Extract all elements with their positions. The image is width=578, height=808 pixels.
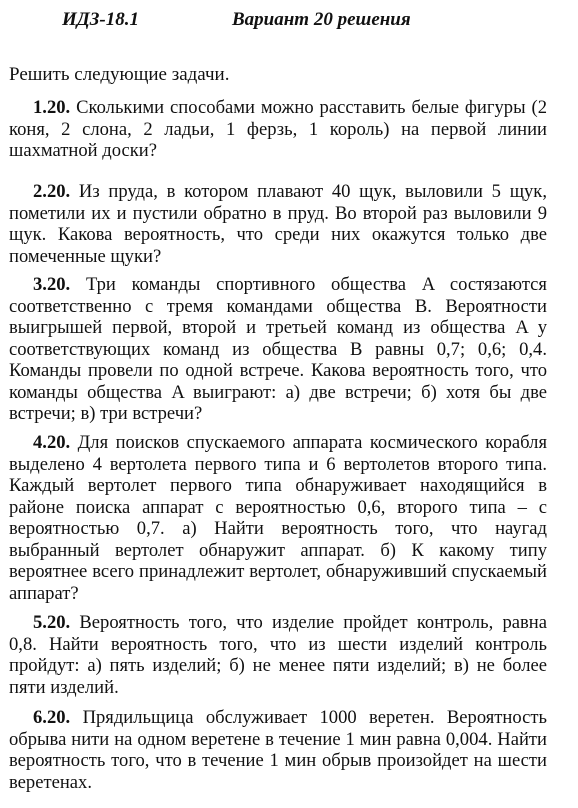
problem-text: Три команды спортивного общества A состязаются соответственно с тремя командами общества B. Вероятности выигрышей первой, второй и третьей команд из общества A у соответствующих команд из общества B равны 0,7; 0,6; 0,4. Команды провели по одной встрече. Какова вероятность того, что команды общества A выиграют: а) две встречи; б) хотя бы две встречи; в) три встречи? [9, 274, 547, 424]
problem-text: Сколькими способами можно расставить белые фигуры (2 коня, 2 слона, 2 ладьи, 1 ферзь, 1 король) на первой линии шахматной доски? [9, 97, 548, 161]
problem-6 [9, 707, 547, 793]
problem-1 [9, 97, 547, 162]
problem-text: Прядильщица обслуживает 1000 веретен. Вероятность обрыва нити на одном веретене в течение 1 мин равна 0,004. Найти вероятность того, что в течение 1 мин обрыв произойдет на шести веретенах. [9, 707, 548, 793]
problem-number: 5.20. [33, 612, 71, 633]
intro-text: Решить следующие задачи. [9, 64, 230, 85]
problem-3 [9, 274, 547, 425]
problem-text: Для поисков спускаемого аппарата космического корабля выделено 4 вертолета первого типа и 6 вертолетов второго типа. Каждый вертолет первого типа обнаруживает находящийся в районе поиска аппарат с вероятностью 0,6, второго типа – с вероятностью 0,7. а) Найти вероятность того, что наугад выбранный вертолет обнаружит аппарат. б) К какому типу вероятнее всего принадлежит вертолет, обнаруживший спускаемый аппарат? [9, 432, 547, 604]
problem-number: 6.20. [33, 707, 71, 728]
problem-2 [9, 181, 547, 267]
problem-number: 3.20. [33, 274, 71, 295]
problem-5 [9, 612, 547, 698]
problem-4 [9, 432, 547, 604]
problem-number: 4.20. [33, 432, 71, 453]
problem-number: 1.20. [33, 97, 71, 118]
problem-text: Вероятность того, что изделие пройдет контроль, равна 0,8. Найти вероятность того, что из шести изделий контроль пройдут: а) пять изделий; б) не менее пяти изделий; в) не более пяти изделий. [9, 612, 547, 698]
problem-number: 2.20. [33, 181, 71, 202]
assignment-code: ИДЗ-18.1 [62, 9, 140, 30]
page-header [0, 9, 578, 35]
problem-text: Из пруда, в котором плавают 40 щук, выловили 5 щук, пометили их и пустили обратно в пруд. Во второй раз выловили 9 щук. Какова вероятность, что среди них окажутся только две помеченные щуки? [9, 181, 547, 267]
variant-title: Вариант 20 решения [232, 9, 411, 30]
